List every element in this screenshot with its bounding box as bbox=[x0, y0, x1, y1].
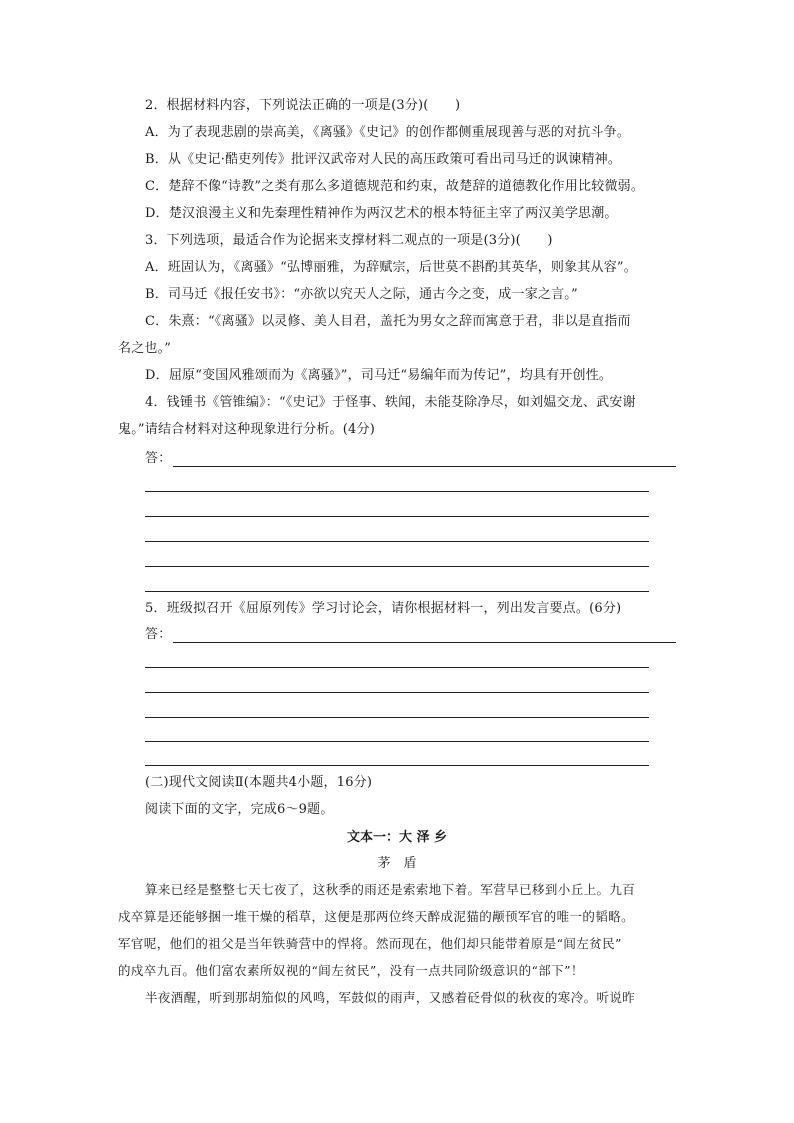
q5-answer-line[interactable] bbox=[173, 642, 676, 643]
passage-author: 茅 盾 bbox=[377, 856, 417, 871]
q2-option-b: B．从《史记·酷吏列传》批评汉武帝对人民的高压政策可看出司马迁的讽谏精神。 bbox=[145, 152, 622, 167]
passage-line: 军官呢，他们的祖父是当年铁骑营中的悍将。然而现在，他们却只能带着原是“闾左贫民” bbox=[118, 936, 622, 951]
q4-answer-line[interactable] bbox=[145, 591, 649, 592]
q5-stem: 5．班级拟召开《屈原列传》学习讨论会，请你根据材料一，列出发言要点。(6分) bbox=[145, 601, 622, 616]
q2-option-a: A．为了表现悲剧的崇高美，《离骚》《史记》的创作都侧重展现善与恶的对抗斗争。 bbox=[145, 125, 630, 140]
q4-answer-line[interactable] bbox=[145, 566, 649, 567]
q3-option-c-line2: 名之也。” bbox=[118, 341, 172, 356]
q3-option-c-line1: C．朱熹：“《离骚》以灵修、美人目君，盖托为男女之辞而寓意于君，非以是直指而 bbox=[145, 314, 631, 329]
q5-answer-line[interactable] bbox=[145, 667, 649, 668]
section-instruction: 阅读下面的文字，完成6～9题。 bbox=[145, 802, 334, 817]
passage-line: 戍卒算是还能够捆一堆干燥的稻草，这便是那两位终天醉成泥猫的颟顸军官的唯一的韬略。 bbox=[118, 909, 635, 924]
q4-answer-line[interactable] bbox=[145, 516, 649, 517]
q4-stem-line1: 4．钱锺书《管锥编》：“《史记》于怪事、轶闻，未能芟除净尽，如刘媪交龙、武安谢 bbox=[145, 395, 636, 410]
q4-stem-line2: 鬼。”请结合材料对这种现象进行分析。(4分) bbox=[118, 422, 375, 437]
q5-answer-line[interactable] bbox=[145, 717, 649, 718]
q2-option-c: C．楚辞不像“诗教”之类有那么多道德规范和约束，故楚辞的道德教化作用比较微弱。 bbox=[145, 179, 645, 194]
q4-answer-line[interactable] bbox=[145, 541, 649, 542]
section-heading: (二)现代文阅读Ⅱ(本题共4小题，16分) bbox=[145, 775, 373, 790]
q4-answer-line[interactable] bbox=[173, 466, 676, 467]
passage-title: 文本一：大 泽 乡 bbox=[346, 830, 448, 845]
passage-line: 算来已经是整整七天七夜了，这秋季的雨还是索索地下着。军营早已移到小丘上。九百 bbox=[145, 882, 636, 897]
q2-stem: 2．根据材料内容，下列说法正确的一项是(3分)( ) bbox=[145, 98, 461, 113]
q2-option-d: D．楚汉浪漫主义和先秦理性精神作为两汉艺术的根本特征主宰了两汉美学思潮。 bbox=[145, 206, 618, 221]
q4-answer-label: 答： bbox=[145, 451, 172, 466]
q3-stem: 3．下列选项，最适合作为论据来支撑材料二观点的一项是(3分)( ) bbox=[145, 233, 553, 248]
passage-line: 的戍卒九百。他们富农素所奴视的“闾左贫民”，没有一点共同阶级意识的“部下”！ bbox=[118, 963, 584, 978]
q3-option-a: A．班固认为，《离骚》“弘博丽雅，为辞赋宗，后世莫不斟酌其英华，则象其从容”。 bbox=[145, 260, 637, 275]
q3-option-b: B．司马迁《报任安书》：“亦欲以究天人之际，通古今之变，成一家之言。” bbox=[145, 287, 578, 302]
q5-answer-line[interactable] bbox=[145, 692, 649, 693]
q5-answer-line[interactable] bbox=[145, 741, 649, 742]
q5-answer-line[interactable] bbox=[145, 765, 649, 766]
passage-line: 半夜酒醒，听到那胡笳似的风鸣，军鼓似的雨声，又感着砭骨似的秋夜的寒冷。听说昨 bbox=[145, 990, 636, 1005]
q5-answer-label: 答： bbox=[145, 627, 172, 642]
q4-answer-line[interactable] bbox=[145, 491, 649, 492]
q3-option-d: D．屈原“变国风雅颂而为《离骚》”，司马迁“易编年而为传记”，均具有开创性。 bbox=[145, 368, 613, 383]
